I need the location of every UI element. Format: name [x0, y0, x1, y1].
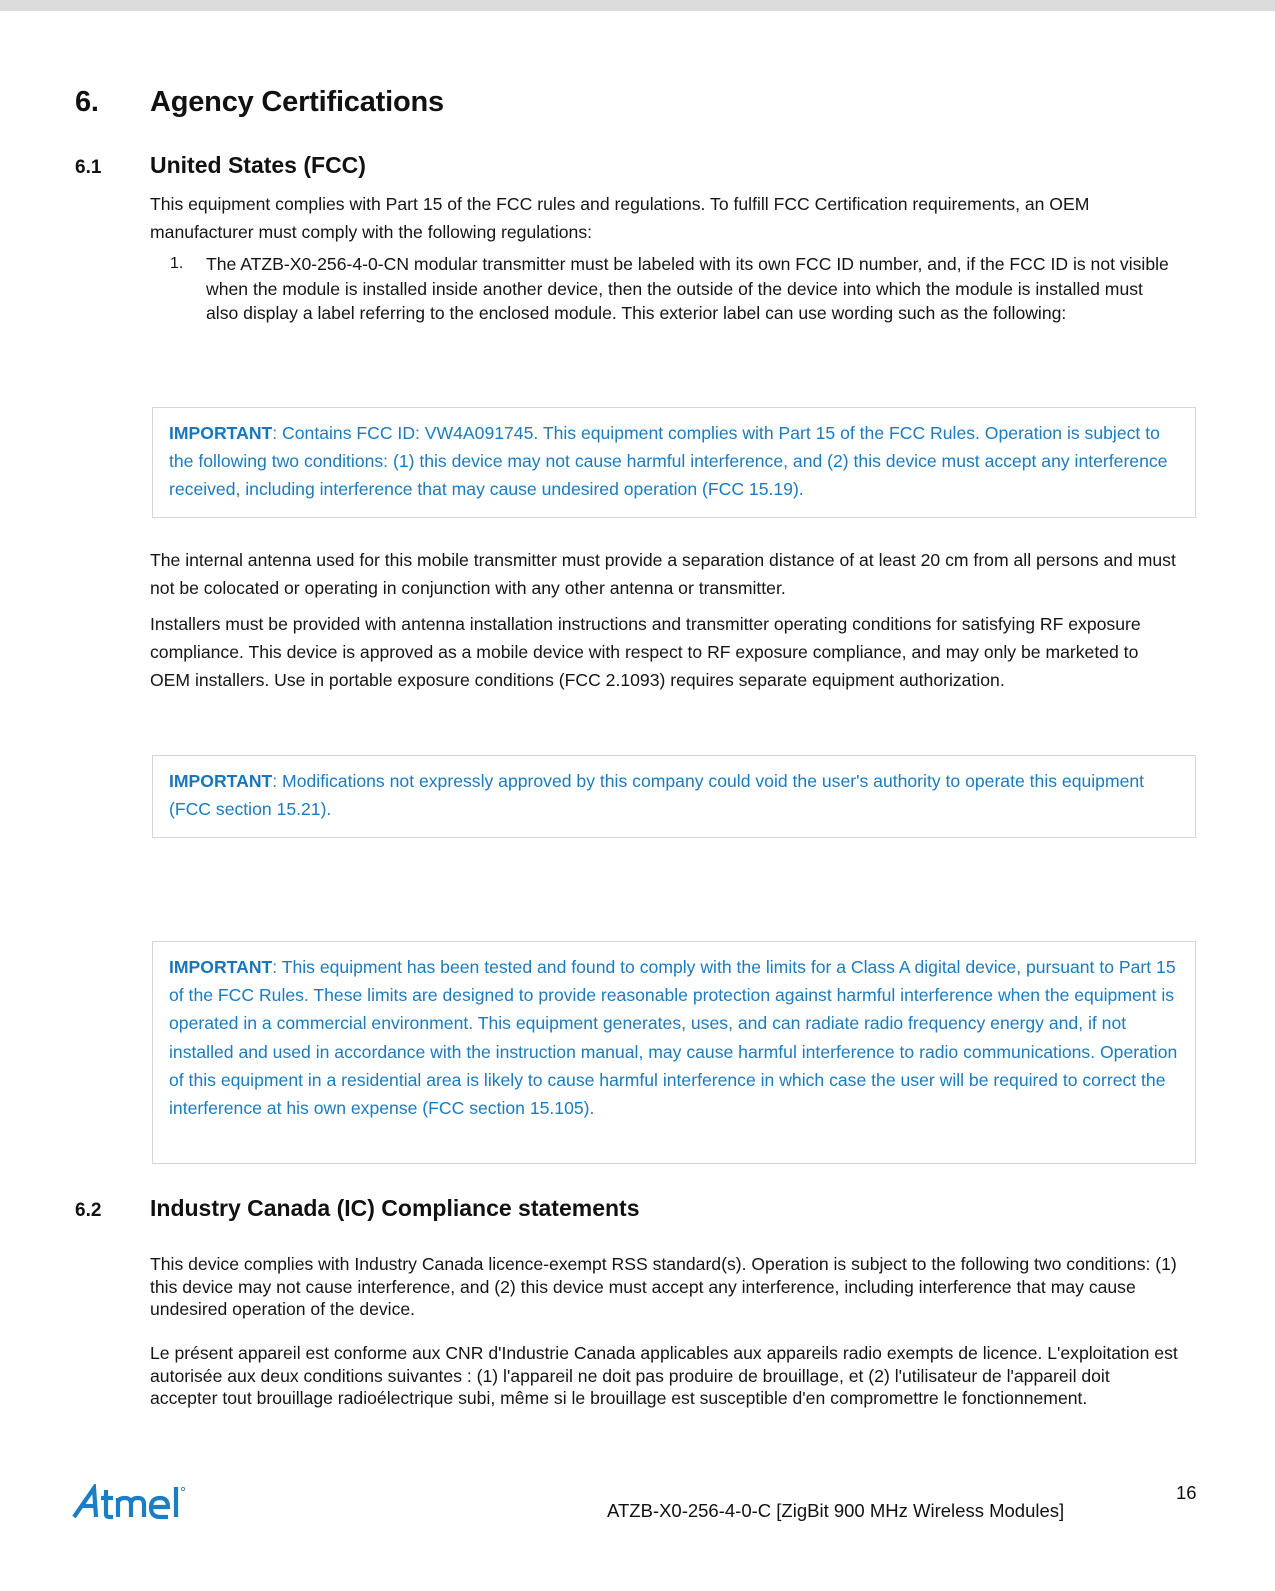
footer-document-title: ATZB-X0-256-4-0-C [ZigBit 900 MHz Wireless Modules]	[607, 1500, 1065, 1521]
installer-instructions-paragraph: Installers must be provided with antenna installation instructions and transmitter operating conditions for satisfying RF exposure compliance. This device is approved as a mobile device with respect to RF exposure compliance, and may only be marketed to OEM installers. Use in portable exposure conditions (FCC 2.1093) requires separate equipment authorization.	[150, 614, 1141, 690]
section-title: Agency Certifications	[150, 86, 444, 118]
viewer-top-bar	[0, 0, 1275, 11]
subsection-heading-us	[75, 152, 366, 179]
subsection-title: United States (FCC)	[150, 152, 366, 178]
section-heading	[75, 86, 444, 119]
important-note-fcc-id	[152, 407, 1196, 518]
note-label: IMPORTANT	[169, 771, 273, 791]
fcc-intro-paragraph: This equipment complies with Part 15 of the FCC rules and regulations. To fulfill FCC Certification requirements, an OEM manufacturer must comply with the following regulations:	[150, 194, 1090, 242]
subsection-number: 6.1	[75, 157, 102, 178]
subsection-number: 6.2	[75, 1200, 102, 1221]
note-text: : This equipment has been tested and found to comply with the limits for a Class A digital device, pursuant to Part 15 of the FCC Rules. These limits are designed to provide reasonable protection against harmful interference when the equipment is operated in a commercial environment. This equipment generates, uses, and can radiate radio frequency energy and, if not installed and used in accordance with the instruction manual, may cause harmful interference to radio communications. Operation of this equipment in a residential area is likely to cause harmful interference in which case the user will be required to correct the interference at his own expense (FCC section 15.105).	[169, 957, 1178, 1119]
important-note-modifications	[152, 755, 1196, 838]
atmel-logo	[72, 1484, 200, 1520]
list-item	[170, 252, 1180, 326]
list-item-text: The ATZB-X0-256-4-0-CN modular transmitter must be labeled with its own FCC ID number, and, if the FCC ID is not visible when the module is installed inside another device, then the outside of the device into which the module is installed must also display a label referring to the enclosed module. This exterior label can use wording such as the following:	[206, 254, 1169, 323]
note-label: IMPORTANT	[169, 423, 273, 443]
note-text: : Modifications not expressly approved by this company could void the user's authority to operate this equipment (FCC section 15.21).	[169, 771, 1145, 820]
atmel-logo-icon	[72, 1484, 200, 1520]
page-number: 16	[1176, 1482, 1197, 1503]
section-number: 6.	[75, 86, 99, 118]
note-text: : Contains FCC ID: VW4A091745. This equipment complies with Part 15 of the FCC Rules. Operation is subject to the following two conditions: (1) this device may not cause harmful interference, and (2) this device must accept any interference received, including interference that may cause undesired operation (FCC 15.19).	[169, 423, 1168, 500]
subsection-title: Industry Canada (IC) Compliance statements	[150, 1195, 640, 1221]
ic-french-paragraph: Le présent appareil est conforme aux CNR d'Industrie Canada applicables aux appareils radio exempts de licence. L'exploitation est autorisée aux deux conditions suivantes : (1) l'appareil ne doit pas produire de brouillage, et (2) l'utilisateur de l'appareil doit accepter tout brouillage radioélectrique subi, même si le brouillage est susceptible d'en compromettre le fonctionnement.	[150, 1343, 1178, 1408]
subsection-heading-ic	[75, 1195, 640, 1222]
important-note-class-a	[152, 941, 1196, 1164]
ic-english-paragraph: This device complies with Industry Canada licence-exempt RSS standard(s). Operation is subject to the following two conditions: (1) this device may not cause interference, and (2) this device must accept any interference, including interference that may cause undesired operation of the device.	[150, 1254, 1177, 1319]
note-label: IMPORTANT	[169, 957, 273, 977]
list-marker: 1.	[170, 255, 184, 272]
antenna-separation-paragraph: The internal antenna used for this mobile transmitter must provide a separation distance of at least 20 cm from all persons and must not be colocated or operating in conjunction with any other antenna or transmitter.	[150, 550, 1176, 598]
